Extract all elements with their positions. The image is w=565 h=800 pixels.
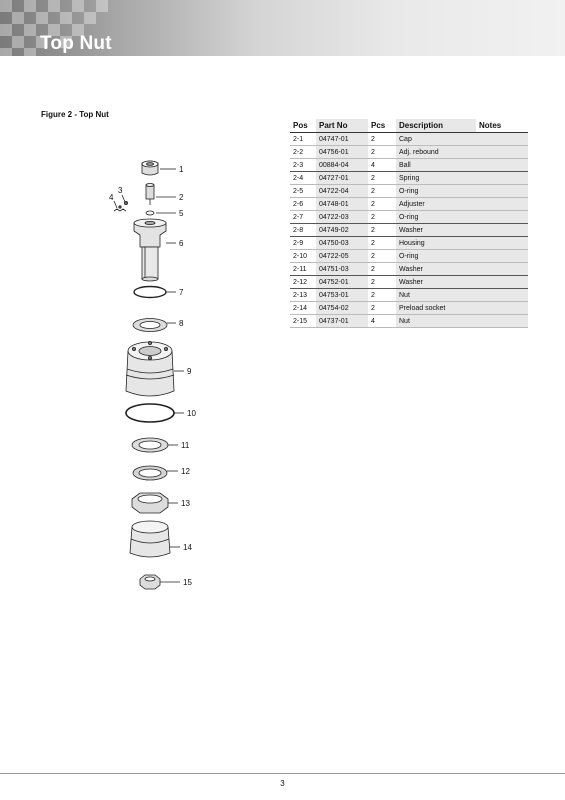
table-cell: 2-6 xyxy=(290,198,316,211)
table-cell xyxy=(476,276,528,289)
table-cell: 2 xyxy=(368,185,396,198)
table-header-row xyxy=(290,119,528,133)
table-cell: 2 xyxy=(368,302,396,315)
table-row xyxy=(290,198,528,211)
callout-13: 13 xyxy=(181,499,190,508)
part-oring-small xyxy=(146,211,154,215)
table-cell: 2 xyxy=(368,276,396,289)
table-row xyxy=(290,172,528,185)
table-cell xyxy=(476,146,528,159)
table-row xyxy=(290,146,528,159)
table-cell: 2-5 xyxy=(290,185,316,198)
table-row xyxy=(290,302,528,315)
table-cell: 2-8 xyxy=(290,224,316,237)
table-cell xyxy=(476,159,528,172)
page-title: Top Nut xyxy=(40,33,112,54)
column-header-notes: Notes xyxy=(476,119,528,133)
table-cell: Nut xyxy=(396,315,476,328)
table-cell: 04754-02 xyxy=(316,302,368,315)
table-cell: 2 xyxy=(368,289,396,302)
table-cell: 2 xyxy=(368,172,396,185)
footer-rule xyxy=(0,773,565,774)
table-cell: Adjuster xyxy=(396,198,476,211)
table-cell: 2 xyxy=(368,224,396,237)
callout-5: 5 xyxy=(179,209,184,218)
table-cell: Spring xyxy=(396,172,476,185)
table-cell: 04751-03 xyxy=(316,263,368,276)
table-cell: Ball xyxy=(396,159,476,172)
callout-15: 15 xyxy=(183,578,192,587)
table-cell: 2-11 xyxy=(290,263,316,276)
part-washer-12 xyxy=(133,466,167,480)
callout-1: 1 xyxy=(179,165,184,174)
table-cell: 04748-01 xyxy=(316,198,368,211)
table-cell: 00884-04 xyxy=(316,159,368,172)
table-cell xyxy=(476,185,528,198)
table-cell xyxy=(476,237,528,250)
table-cell: 2 xyxy=(368,146,396,159)
part-washer-11 xyxy=(132,438,168,452)
table-cell: 04722-03 xyxy=(316,211,368,224)
table-cell: Adj. rebound xyxy=(396,146,476,159)
part-spring xyxy=(114,209,126,211)
table-cell: 2 xyxy=(368,263,396,276)
table-cell: 2-9 xyxy=(290,237,316,250)
table-cell: 04747-01 xyxy=(316,133,368,146)
table-row xyxy=(290,276,528,289)
parts-table xyxy=(290,119,528,328)
table-row xyxy=(290,224,528,237)
part-preload-socket xyxy=(130,521,170,557)
table-cell: Washer xyxy=(396,224,476,237)
table-cell: 04737-01 xyxy=(316,315,368,328)
table-cell: O-ring xyxy=(396,185,476,198)
table-row xyxy=(290,263,528,276)
table-cell: 04722-04 xyxy=(316,185,368,198)
table-cell: 04722-05 xyxy=(316,250,368,263)
table-cell: 2-12 xyxy=(290,276,316,289)
table-cell: 4 xyxy=(368,315,396,328)
table-cell: 2 xyxy=(368,133,396,146)
part-adjuster xyxy=(134,219,166,281)
table-cell xyxy=(476,133,528,146)
table-cell xyxy=(476,315,528,328)
table-cell: 04727-01 xyxy=(316,172,368,185)
table-cell xyxy=(476,224,528,237)
table-cell: O-ring xyxy=(396,211,476,224)
table-cell: 04749-02 xyxy=(316,224,368,237)
table-cell: 2-2 xyxy=(290,146,316,159)
table-row xyxy=(290,237,528,250)
column-header-part-no: Part No xyxy=(316,119,368,133)
table-cell xyxy=(476,198,528,211)
part-nut-15 xyxy=(140,575,160,589)
table-cell: 2-7 xyxy=(290,211,316,224)
part-nut-13 xyxy=(132,493,168,513)
table-cell xyxy=(476,289,528,302)
callout-11: 11 xyxy=(181,441,190,450)
table-cell: 2-4 xyxy=(290,172,316,185)
callout-7: 7 xyxy=(179,288,184,297)
parts-table-body xyxy=(290,133,528,328)
table-cell: Nut xyxy=(396,289,476,302)
callout-3: 3 xyxy=(118,186,123,195)
table-cell: 2-10 xyxy=(290,250,316,263)
callout-9: 9 xyxy=(187,367,192,376)
callout-12: 12 xyxy=(181,467,190,476)
part-washer-8 xyxy=(133,319,167,332)
table-cell: 04756-01 xyxy=(316,146,368,159)
column-header-pcs: Pcs xyxy=(368,119,396,133)
callout-6: 6 xyxy=(179,239,184,248)
table-cell: 2-3 xyxy=(290,159,316,172)
part-oring-10 xyxy=(126,404,174,422)
table-cell: Cap xyxy=(396,133,476,146)
table-cell: 4 xyxy=(368,159,396,172)
part-adj-rebound xyxy=(146,184,154,206)
callout-4: 4 xyxy=(109,193,114,202)
table-row xyxy=(290,289,528,302)
table-row xyxy=(290,315,528,328)
table-cell: 04753-01 xyxy=(316,289,368,302)
callout-14: 14 xyxy=(183,543,192,552)
table-cell xyxy=(476,250,528,263)
table-cell: Housing xyxy=(396,237,476,250)
figure-caption: Figure 2 - Top Nut xyxy=(41,110,109,119)
table-cell: 2-14 xyxy=(290,302,316,315)
table-cell: 04750-03 xyxy=(316,237,368,250)
column-header-description: Description xyxy=(396,119,476,133)
table-cell: 2-13 xyxy=(290,289,316,302)
table-cell: 2-15 xyxy=(290,315,316,328)
table-cell: 2 xyxy=(368,250,396,263)
part-housing xyxy=(126,341,174,396)
table-cell xyxy=(476,302,528,315)
table-cell: 2-1 xyxy=(290,133,316,146)
table-row xyxy=(290,133,528,146)
callout-10: 10 xyxy=(187,409,196,418)
table-cell: 2 xyxy=(368,198,396,211)
exploded-parts-diagram xyxy=(100,155,220,595)
table-row xyxy=(290,159,528,172)
table-cell: Washer xyxy=(396,263,476,276)
callout-2: 2 xyxy=(179,193,184,202)
table-row xyxy=(290,185,528,198)
column-header-pos: Pos xyxy=(290,119,316,133)
table-cell xyxy=(476,172,528,185)
table-cell: Washer xyxy=(396,276,476,289)
table-cell: 2 xyxy=(368,237,396,250)
table-cell: O-ring xyxy=(396,250,476,263)
table-cell: 2 xyxy=(368,211,396,224)
part-cap xyxy=(142,161,158,175)
table-cell xyxy=(476,263,528,276)
header-band xyxy=(0,0,565,56)
callout-8: 8 xyxy=(179,319,184,328)
part-oring-7 xyxy=(134,287,166,298)
table-row xyxy=(290,250,528,263)
table-row xyxy=(290,211,528,224)
table-cell xyxy=(476,211,528,224)
table-cell: Preload socket xyxy=(396,302,476,315)
page-number: 3 xyxy=(280,779,285,788)
table-cell: 04752-01 xyxy=(316,276,368,289)
